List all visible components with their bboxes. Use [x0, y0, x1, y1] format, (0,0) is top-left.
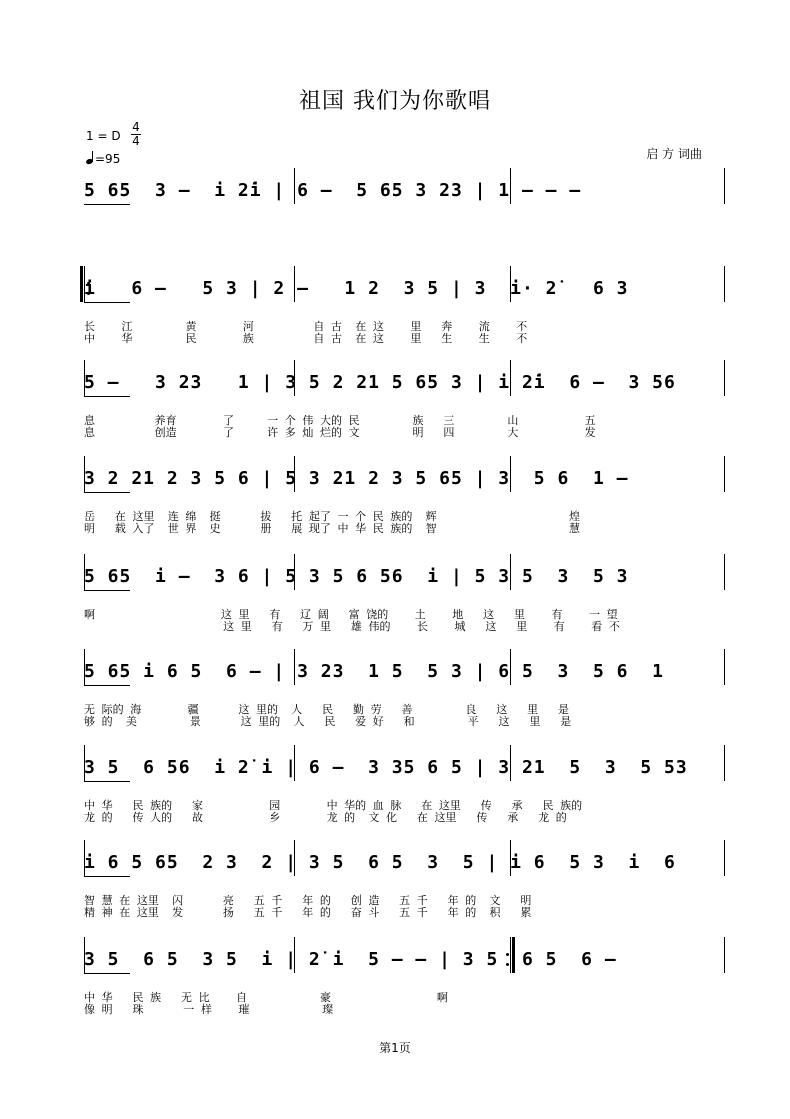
- notation-line: 3 2 21 2 3 5 6 | 5 3 21 2 3 5 65 | 3 5 6 1 –: [84, 468, 629, 489]
- barline: [724, 649, 725, 685]
- score-system: [0, 661, 790, 751]
- score-system: [0, 372, 790, 462]
- time-signature-bottom: 4: [132, 134, 140, 148]
- lyric-line-1: 啊 这 里 有 辽 阔 富 饶的 土 地 这 里 有 一 望: [84, 608, 618, 621]
- song-title: 祖国 我们为你歌唱: [299, 89, 491, 114]
- beam-line: [84, 781, 130, 782]
- lyric-line-1: 智 慧 在 这里 闪 亮 五 千 年 的 创 造 五 千 年 的 文 明: [84, 894, 532, 907]
- lyric-line-2: 明 载 入了 世 界 史 册 展 现了 中 华 民 族的 智 慧: [84, 522, 581, 535]
- tempo-value: =95: [95, 152, 121, 166]
- notation-line: i 6 – 5 3 | 2 – 1 2 3 5 | 3 i· 2̇ 6 3: [84, 278, 629, 299]
- barline: [724, 745, 725, 781]
- notation-line: 3 5 6 5 3 5 i | 2̇ i 5 – – | 3 5 6 5 6 –: [84, 949, 617, 970]
- barline: [724, 168, 725, 204]
- beam-line: [84, 396, 130, 397]
- time-signature-top: 4: [132, 120, 140, 134]
- time-signature: [131, 121, 141, 148]
- lyric-line-2: 精 神 在 这里 发 扬 五 千 年 的 奋 斗 五 千 年 的 积 累: [84, 906, 532, 919]
- key-signature: 1 = D: [86, 129, 121, 143]
- beam-line: [84, 302, 130, 303]
- score-system: [0, 757, 790, 847]
- score-system: [0, 852, 790, 942]
- lyric-line-2: 够 的 美 景 这 里的 人 民 爱 好 和 平 这 里 是: [84, 715, 572, 728]
- composer-credit: 启 方 词曲: [646, 147, 702, 161]
- page-number: 第1页: [379, 1041, 411, 1055]
- beam-line: [84, 204, 130, 205]
- score-system: [0, 566, 790, 656]
- beam-line: [84, 685, 130, 686]
- beam-line: [84, 876, 130, 877]
- score-system: [0, 180, 790, 270]
- barline: [724, 456, 725, 492]
- lyric-line-2: 中 华 民 族 自 古 在 这 里 生 生 不: [84, 332, 528, 345]
- beam-line: [84, 973, 130, 974]
- notation-line: 5 65 i – 3 6 | 5 3 5 6 56 i | 5 3 5 3 5 3: [84, 566, 629, 587]
- lyric-line-2: 像 明 珠 一 样 璀 璨: [84, 1003, 334, 1016]
- beam-line: [84, 590, 130, 591]
- barline: [724, 554, 725, 590]
- score-system: [0, 278, 790, 368]
- barline: [724, 266, 725, 302]
- barline: [724, 840, 725, 876]
- lyric-line-1: 长 江 黄 河 自 古 在 这 里 奔 流 不: [84, 320, 528, 333]
- beam-line: [84, 492, 130, 493]
- notation-line: 5 65 3 – i 2̇i | 6 – 5 65 3 23 | 1 – – –: [84, 180, 582, 201]
- barline: [724, 360, 725, 396]
- notation-line: i 6 5 65 2 3 2 | 3 5 6 5 3 5 | i 6 5 3 i 6: [84, 852, 676, 873]
- score-system: [0, 949, 790, 1039]
- lyric-line-1: 息 养育 了 一 个 伟 大的 民 族 三 山 五: [84, 414, 596, 427]
- tempo-marking: [86, 151, 120, 166]
- lyric-line-1: 中 华 民 族 无 比 自 豪 啊: [84, 991, 448, 1004]
- repeat-barline: [80, 266, 83, 302]
- score-system: [0, 468, 790, 558]
- quarter-note-icon: [86, 151, 95, 165]
- lyric-line-2: 息 创造 了 许 多 灿 烂的 文 明 四 大 发: [84, 426, 596, 439]
- barline: [724, 937, 725, 973]
- notation-line: 5 65 i 6 5 6 – | 3 23 1 5 5 3 | 6 5 3 5 6 1: [84, 661, 665, 682]
- notation-line: 5 – 3 23 1 | 3 5 2 21 5 65 3 | i 2̇i 6 – 3 56: [84, 372, 676, 393]
- lyric-line-1: 中 华 民 族的 家 园 中 华的 血 脉 在 这里 传 承 民 族的: [84, 799, 583, 812]
- notation-line: 3 5 6 56 i 2̇ i | 6 – 3 35 6 5 | 3 21 5 3 5 53: [84, 757, 688, 778]
- lyric-line-2: 这 里 有 万 里 雄 伟的 长 城 这 里 有 看 不: [84, 620, 620, 633]
- lyric-line-1: 岳 在 这里 连 绵 挺 拔 托 起了 一 个 民 族的 辉 煌: [84, 510, 581, 523]
- lyric-line-1: 无 际的 海 疆 这 里的 人 民 勤 劳 善 良 这 里 是: [84, 703, 570, 716]
- lyric-line-2: 龙 的 传 人的 故 乡 龙 的 文 化 在 这里 传 承 龙 的: [84, 811, 567, 824]
